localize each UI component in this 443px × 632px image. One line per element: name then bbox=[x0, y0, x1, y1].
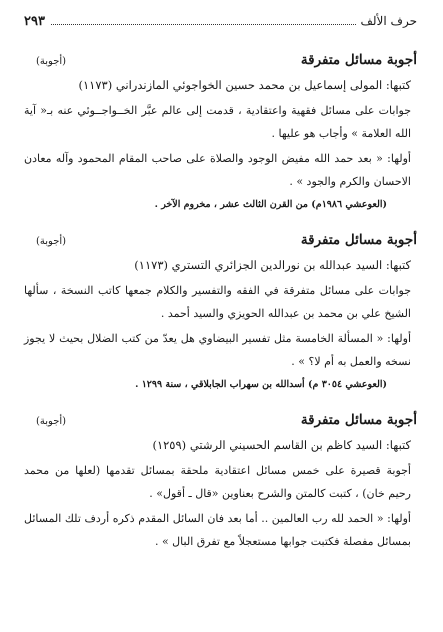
entry-opening: أولها: « الحمد لله رب العالمين .. أما بعد فان السائل المقدم ذكره أردف تلك المسائل بمسائل مفصلة فكتبت جوابها مستعجلاً مع تفرق البال » . bbox=[24, 512, 411, 548]
page-number: ٢٩٣ bbox=[24, 14, 45, 29]
entry-description: جوابات على مسائل فقهية واعتقادية ، قدمت إلى عالم عبَّر الخــواجــوئي عنه بـ« آية الله العلامة » وأجاب هو عليها . bbox=[24, 104, 411, 140]
entry-title-row bbox=[24, 412, 417, 428]
entry-opening: أولها: « بعد حمد الله مفيض الوجود والصلاة على صاحب المقام المحمود وآله معادن الاحسان والكرم والجود » . bbox=[24, 152, 411, 188]
entry-title-row bbox=[24, 52, 417, 68]
entry-3 bbox=[24, 412, 417, 553]
entry-title: أجوبة مسائل متفرقة bbox=[300, 232, 417, 248]
running-title: حرف الألف bbox=[360, 14, 417, 28]
entry-1 bbox=[24, 52, 417, 210]
entry-opening: أولها: « المسألة الخامسة مثل تفسير البيضاوي هل يعدّ من كتب الضلال بحيث لا يجوز نسخه والعمل به أم لا؟ » . bbox=[24, 332, 411, 368]
entry-author: كتبها: السيد عبدالله بن نورالدين الجزائري التستري (١١٧٣) bbox=[134, 258, 411, 272]
running-header bbox=[24, 14, 417, 32]
entry-title: أجوبة مسائل متفرقة bbox=[300, 52, 417, 68]
entry-author: كتبها: السيد كاظم بن القاسم الحسيني الرشتي (١٢٥٩) bbox=[152, 438, 411, 452]
entry-reference: (العوعشي ٣٠٥٤ م) أسدالله بن سهراب الجابلاقي ، سنة ١٢٩٩ . bbox=[135, 379, 387, 390]
entry-tag: (أجوبة) bbox=[36, 56, 67, 67]
entry-description: جوابات على مسائل متفرقة في الفقه والتفسير والكلام جمعها كاتب النسخة ، سألها الشيخ علي بن محمد بن عبدالله الحويزي والسيد أحمد . bbox=[24, 284, 411, 320]
entry-tag: (أجوبة) bbox=[36, 416, 67, 427]
entry-reference: (العوعشي ١٩٨٦م) من القرن الثالث عشر ، مخروم الآخر . bbox=[154, 199, 387, 210]
header-dot-leader bbox=[51, 24, 356, 25]
entry-title: أجوبة مسائل متفرقة bbox=[300, 412, 417, 428]
entry-description: أجوبة قصيرة على خمس مسائل اعتقادية ملحقة بمسائل تقدمها (لعلها من محمد رحيم خان) ، كتبت كالمتن والشرح بعناوين «قال ـ أقول» . bbox=[24, 464, 411, 500]
entry-title-row bbox=[24, 232, 417, 248]
entry-2 bbox=[24, 232, 417, 390]
entry-author: كتبها: المولى إسماعيل بن محمد حسين الخواجوئي المازندراني (١١٧٣) bbox=[78, 78, 411, 92]
entry-tag: (أجوبة) bbox=[36, 236, 67, 247]
